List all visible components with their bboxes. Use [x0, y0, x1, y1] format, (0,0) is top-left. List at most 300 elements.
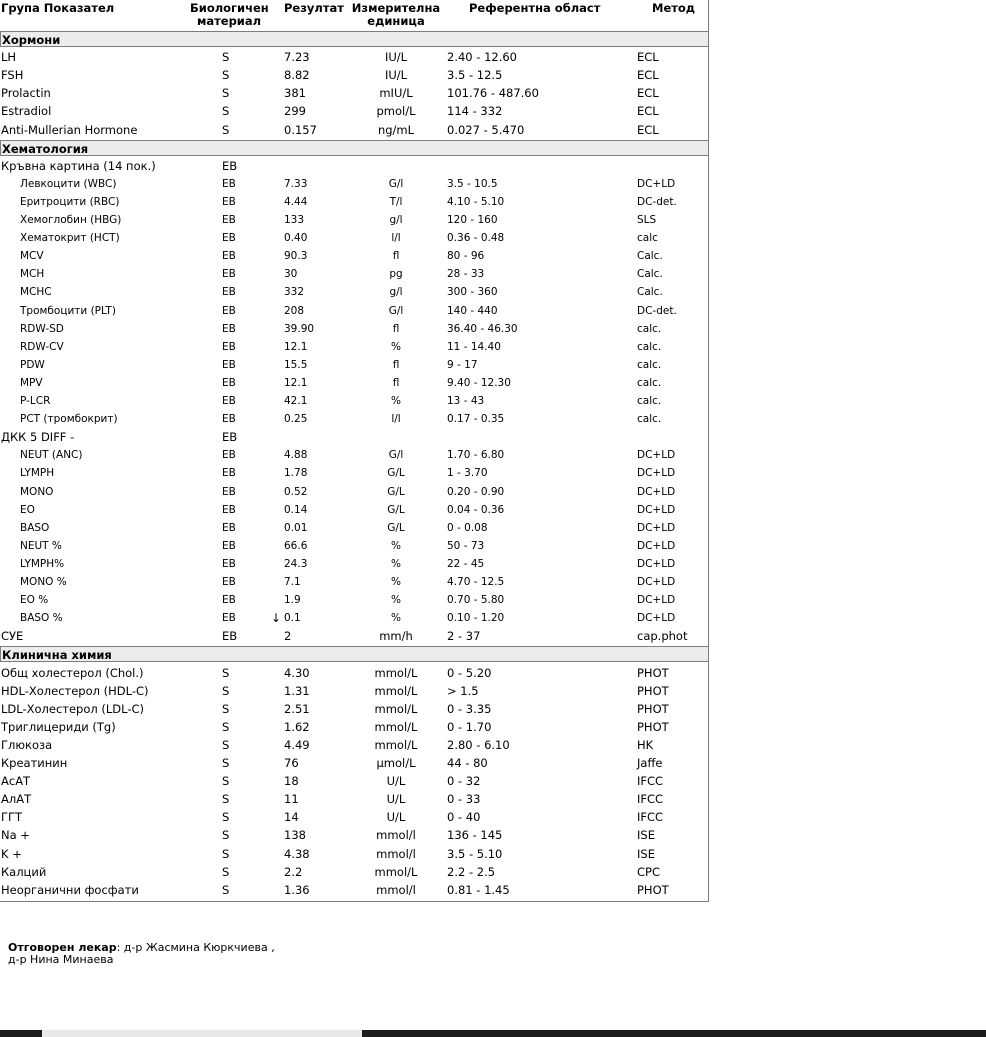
cell-unit: fl: [392, 250, 400, 263]
cell-reference: 1 - 3.70: [447, 467, 488, 480]
cell-unit: G/L: [387, 485, 405, 498]
cell-name: Prolactin: [1, 86, 51, 101]
cell-name: Кръвна картина (14 пок.): [1, 158, 156, 173]
cell-reference: 4.10 - 5.10: [447, 195, 505, 208]
header-material-line2: материал: [196, 14, 262, 28]
cell-result: 4.88: [284, 449, 308, 462]
table-row: [0, 718, 709, 736]
header-material: [190, 2, 268, 28]
table-row: [0, 845, 709, 863]
cell-name: MCHC: [20, 286, 52, 299]
cell-material: S: [222, 864, 230, 879]
cell-material: S: [222, 792, 230, 807]
section-header: Хематология: [0, 140, 709, 156]
cell-method: ECL: [637, 86, 659, 101]
cell-reference: 3.5 - 10.5: [447, 177, 498, 190]
table-row: [0, 483, 709, 501]
cell-name: LYMPH%: [20, 557, 65, 570]
cell-reference: 0.81 - 1.45: [447, 882, 510, 897]
header-method: Метод: [652, 1, 696, 15]
cell-result: 0.1: [284, 612, 301, 625]
cell-material: S: [222, 683, 230, 698]
header-unit-line2: единица: [367, 14, 425, 28]
cell-unit: G/L: [387, 503, 405, 516]
cell-name: Креатинин: [1, 756, 68, 770]
cell-reference: 1.70 - 6.80: [447, 449, 505, 462]
cell-method: calc.: [637, 358, 662, 371]
cell-method: Calc.: [637, 286, 663, 299]
table-row: [0, 609, 709, 627]
cell-result: 332: [284, 286, 305, 299]
cell-name: Триглицериди (Tg): [1, 719, 116, 734]
cell-material: EB: [222, 539, 236, 552]
doctor-line2: д-р Нина Минаева: [8, 953, 114, 966]
cell-material: EB: [222, 340, 236, 353]
cell-reference: 136 - 145: [447, 828, 503, 843]
bottom-bar-left: [0, 1030, 42, 1037]
cell-result: 1.31: [284, 683, 310, 698]
cell-unit: IU/L: [384, 68, 408, 83]
cell-result: 381: [284, 86, 306, 101]
cell-reference: 0.70 - 5.80: [447, 594, 505, 607]
table-row: [0, 410, 709, 428]
cell-name: BASO: [20, 521, 50, 534]
cell-reference: 0.10 - 1.20: [447, 612, 505, 625]
cell-name: NEUT %: [20, 539, 62, 552]
cell-name: Хемоглобин (HBG): [20, 214, 122, 226]
cell-unit: G/l: [388, 177, 404, 190]
cell-method: DC+LD: [637, 503, 676, 516]
cell-reference: 0 - 32: [447, 774, 481, 789]
bottom-bar-gap: [42, 1030, 362, 1037]
cell-material: EB: [222, 576, 236, 588]
table-row: [0, 48, 709, 66]
table-row: [0, 392, 709, 410]
cell-name: EO %: [20, 594, 49, 607]
cell-result: 11: [284, 792, 299, 807]
cell-name: Калций: [1, 864, 47, 879]
cell-result: 4.44: [284, 195, 308, 208]
cell-unit: mIU/L: [379, 86, 413, 101]
cell-name: Estradiol: [1, 104, 52, 119]
cell-result: 1.9: [284, 594, 301, 607]
cell-result: 138: [284, 828, 306, 843]
cell-unit: mmol/L: [374, 701, 418, 716]
cell-reference: 22 - 45: [447, 557, 485, 570]
cell-method: calc: [637, 232, 658, 245]
table-row: [0, 374, 709, 392]
header-result: Резултат: [284, 1, 344, 15]
cell-unit: pg: [389, 268, 403, 281]
cell-method: ECL: [637, 68, 659, 83]
cell-material: EB: [222, 158, 238, 173]
table-row: [0, 519, 709, 537]
cell-unit: µmol/L: [376, 756, 416, 770]
cell-reference: 300 - 360: [447, 286, 498, 299]
cell-reference: 0.04 - 0.36: [447, 503, 505, 516]
cell-material: EB: [222, 250, 236, 263]
cell-reference: 9 - 17: [447, 358, 478, 371]
cell-name: NEUT (ANC): [20, 449, 83, 462]
cell-result: 208: [284, 304, 305, 317]
cell-result: 2: [284, 629, 292, 644]
table-header: [0, 0, 710, 30]
cell-name: K +: [1, 846, 22, 861]
cell-reference: 0 - 40: [447, 810, 481, 825]
cell-material: EB: [222, 232, 236, 245]
cell-material: S: [222, 774, 230, 789]
cell-reference: 36.40 - 46.30: [447, 322, 518, 335]
cell-method: DC+LD: [637, 177, 676, 190]
cell-material: EB: [222, 214, 236, 226]
cell-result: 0.52: [284, 485, 308, 498]
cell-name: Неорганични фосфати: [1, 882, 139, 897]
cell-name: Тромбоцити (PLT): [20, 304, 116, 317]
cell-result: 1.78: [284, 467, 308, 480]
cell-unit: G/L: [387, 521, 405, 534]
cell-material: S: [222, 68, 230, 83]
cell-unit: %: [391, 576, 401, 588]
cell-name: АсАТ: [1, 774, 31, 789]
table-row: [0, 736, 709, 754]
cell-method: DC-det.: [637, 195, 677, 208]
cell-unit: ng/mL: [377, 122, 415, 137]
cell-material: EB: [222, 177, 236, 190]
table-row: [0, 102, 709, 120]
cell-unit: mmol/L: [374, 683, 418, 698]
cell-material: EB: [222, 594, 236, 607]
cell-material: EB: [222, 395, 236, 407]
cell-name: Глюкоза: [1, 737, 53, 752]
cell-name: FSH: [1, 68, 24, 83]
cell-unit: G/l: [388, 304, 404, 317]
cell-result: 133: [284, 214, 305, 226]
doctor-line1: : д-р Жасмина Кюркчиева ,: [116, 941, 275, 954]
cell-reference: 28 - 33: [447, 268, 485, 281]
cell-material: EB: [222, 449, 236, 462]
cell-name: Anti-Mullerian Hormone: [1, 122, 138, 137]
cell-result: 90.3: [284, 250, 308, 263]
cell-name: MCV: [20, 250, 44, 263]
cell-unit: g/l: [389, 286, 403, 299]
header-reference: Референтна област: [469, 1, 601, 15]
cell-method: ISE: [637, 846, 655, 861]
table-row: [0, 808, 709, 826]
table-row: [0, 66, 709, 84]
cell-method: calc.: [637, 395, 662, 407]
cell-name: Еритроцити (RBC): [20, 195, 120, 208]
cell-material: EB: [222, 521, 236, 534]
cell-method: DC+LD: [637, 485, 676, 498]
table-row: [0, 863, 709, 881]
bottom-bar-right: [362, 1030, 986, 1037]
cell-name: LYMPH: [20, 467, 55, 480]
table-row: [0, 121, 709, 139]
cell-method: DC+LD: [637, 557, 676, 570]
cell-result: 18: [284, 774, 299, 789]
cell-reference: 0 - 33: [447, 792, 481, 807]
cell-reference: 2 - 37: [447, 629, 481, 644]
cell-material: EB: [222, 376, 236, 389]
table-row: [0, 84, 709, 102]
table-row: [0, 754, 709, 772]
cell-name: MPV: [20, 376, 43, 389]
cell-reference: > 1.5: [447, 683, 479, 698]
table-row: [0, 229, 709, 247]
cell-material: EB: [222, 485, 236, 498]
cell-material: S: [222, 737, 230, 752]
cell-method: DC+LD: [637, 521, 676, 534]
cell-name: ДКК 5 DIFF -: [1, 430, 75, 445]
cell-reference: 0.027 - 5.470: [447, 122, 525, 137]
cell-unit: mmol/L: [374, 665, 418, 680]
cell-reference: 3.5 - 5.10: [447, 846, 503, 861]
cell-unit: l/l: [391, 232, 401, 245]
cell-reference: 140 - 440: [447, 304, 498, 317]
cell-result: 24.3: [284, 557, 308, 570]
cell-name: EO: [20, 503, 35, 516]
cell-result: 76: [284, 756, 299, 770]
cell-name: LDL-Холестерол (LDL-C): [1, 701, 145, 716]
table-row: [0, 573, 709, 591]
table-row: [0, 175, 709, 193]
cell-reference: 0.20 - 0.90: [447, 485, 505, 498]
cell-reference: 13 - 43: [447, 395, 485, 407]
cell-material: EB: [222, 268, 236, 281]
cell-result: 4.30: [284, 665, 310, 680]
cell-method: PHOT: [637, 665, 669, 680]
cell-method: IFCC: [637, 774, 664, 789]
cell-result: 0.40: [284, 232, 308, 245]
cell-unit: IU/L: [384, 50, 408, 65]
cell-unit: l/l: [391, 413, 401, 426]
cell-result: 14: [284, 810, 299, 825]
cell-reference: 0 - 0.08: [447, 521, 488, 534]
cell-material: EB: [222, 503, 236, 516]
cell-material: EB: [222, 467, 236, 480]
cell-method: PHOT: [637, 683, 669, 698]
cell-material: EB: [222, 304, 236, 317]
cell-result: 8.82: [284, 68, 310, 83]
table-row: [0, 826, 709, 844]
cell-method: cap.phot: [637, 629, 688, 644]
cell-result: 7.23: [284, 50, 310, 65]
cell-name: MONO: [20, 485, 54, 498]
table-row: [0, 428, 709, 446]
cell-result: 39.90: [284, 322, 315, 335]
cell-reference: 101.76 - 487.60: [447, 86, 539, 101]
cell-material: EB: [222, 195, 236, 208]
cell-unit: U/L: [386, 810, 406, 825]
section-header: Хормони: [0, 31, 709, 47]
cell-unit: fl: [392, 376, 400, 389]
header-unit-line1: Измерителна: [351, 1, 441, 15]
cell-name: MCH: [20, 268, 45, 281]
cell-reference: 0 - 1.70: [447, 719, 492, 734]
cell-method: DC-det.: [637, 304, 677, 317]
cell-material: EB: [222, 629, 238, 644]
cell-name: ГГТ: [1, 810, 23, 825]
cell-unit: T/l: [389, 195, 403, 208]
cell-name: MONO %: [20, 576, 67, 588]
cell-result: 4.38: [284, 846, 310, 861]
cell-result: 299: [284, 104, 306, 119]
cell-result: 1.36: [284, 882, 310, 897]
cell-material: EB: [222, 557, 236, 570]
cell-reference: 3.5 - 12.5: [447, 68, 503, 83]
cell-unit: %: [391, 557, 401, 570]
cell-material: EB: [222, 322, 236, 335]
table-row: [0, 157, 709, 175]
cell-unit: fl: [392, 322, 400, 335]
cell-material: S: [222, 104, 230, 119]
table-row: [0, 772, 709, 790]
cell-method: ECL: [637, 104, 659, 119]
table-row: [0, 356, 709, 374]
cell-name: LH: [1, 50, 17, 65]
cell-name: Общ холестерол (Chol.): [1, 665, 144, 680]
cell-reference: 9.40 - 12.30: [447, 376, 511, 389]
cell-result: 15.5: [284, 358, 308, 371]
cell-method: calc.: [637, 413, 662, 426]
cell-material: EB: [222, 286, 236, 299]
cell-name: RDW-SD: [20, 322, 64, 335]
cell-name: Левкоцити (WBC): [20, 177, 117, 190]
cell-unit: %: [391, 395, 401, 407]
cell-result: 2.51: [284, 701, 310, 716]
table-bottom-border: [0, 901, 709, 902]
cell-unit: %: [391, 539, 401, 552]
cell-unit: mm/h: [379, 629, 413, 644]
table-row: [0, 700, 709, 718]
cell-result: 0.14: [284, 503, 308, 516]
cell-result: 12.1: [284, 340, 308, 353]
section-header: Клинична химия: [0, 646, 709, 662]
cell-material: S: [222, 882, 230, 897]
cell-material: S: [222, 756, 230, 770]
cell-unit: G/l: [388, 449, 404, 462]
cell-material: S: [222, 701, 230, 716]
table-right-border: [708, 0, 709, 901]
cell-name: BASO %: [20, 612, 63, 625]
cell-unit: mmol/L: [374, 719, 418, 734]
cell-material: S: [222, 846, 230, 861]
cell-method: DC+LD: [637, 449, 676, 462]
cell-result: 30: [284, 268, 298, 281]
table-row: [0, 446, 709, 464]
cell-method: ISE: [637, 828, 655, 843]
cell-reference: 120 - 160: [447, 214, 498, 226]
table-row: [0, 320, 709, 338]
cell-result: 0.01: [284, 521, 308, 534]
cell-name: PDW: [20, 358, 45, 371]
table-row: [0, 664, 709, 682]
cell-result: 7.1: [284, 576, 301, 588]
cell-result: 0.157: [284, 122, 317, 137]
cell-reference: 0 - 5.20: [447, 665, 492, 680]
cell-reference: 2.40 - 12.60: [447, 50, 517, 65]
cell-material: EB: [222, 612, 236, 625]
cell-name: P-LCR: [20, 395, 51, 407]
cell-result: 42.1: [284, 395, 308, 407]
cell-unit: %: [391, 612, 401, 625]
cell-name: RDW-CV: [20, 340, 64, 353]
cell-reference: 0 - 3.35: [447, 701, 492, 716]
cell-result: 4.49: [284, 737, 310, 752]
cell-unit: %: [391, 594, 401, 607]
cell-method: PHOT: [637, 882, 669, 897]
cell-unit: mmol/L: [374, 737, 418, 752]
cell-unit: mmol/l: [376, 846, 416, 861]
cell-method: DC+LD: [637, 576, 676, 588]
cell-unit: G/L: [387, 467, 405, 480]
doctor-label: Отговорен лекар: [8, 941, 117, 954]
cell-name: HDL-Холестерол (HDL-C): [1, 683, 149, 698]
responsible-doctor: [8, 942, 275, 966]
table-row: [0, 790, 709, 808]
cell-result: 1.62: [284, 719, 310, 734]
cell-result: 66.6: [284, 539, 308, 552]
cell-name: СУЕ: [1, 629, 24, 644]
table-row: [0, 265, 709, 283]
cell-material: S: [222, 719, 230, 734]
cell-material: EB: [222, 430, 238, 445]
cell-reference: 2.80 - 6.10: [447, 737, 510, 752]
cell-method: Jaffe: [637, 756, 663, 770]
cell-unit: g/l: [389, 214, 403, 226]
cell-method: PHOT: [637, 719, 669, 734]
table-row: [0, 682, 709, 700]
cell-method: DC+LD: [637, 467, 676, 480]
cell-material: S: [222, 50, 230, 65]
cell-material: S: [222, 828, 230, 843]
cell-unit: mmol/L: [374, 864, 418, 879]
cell-method: Calc.: [637, 250, 663, 263]
cell-reference: 80 - 96: [447, 250, 485, 263]
cell-reference: 44 - 80: [447, 756, 488, 770]
cell-result: 12.1: [284, 376, 308, 389]
cell-unit: mmol/l: [376, 882, 416, 897]
header-material-line1: Биологичен: [190, 1, 269, 15]
table-row: [0, 247, 709, 265]
table-row: [0, 193, 709, 211]
cell-material: EB: [222, 358, 236, 371]
table-row: [0, 555, 709, 573]
cell-method: ECL: [637, 122, 659, 137]
cell-name: Na +: [1, 828, 30, 843]
cell-name: Хематокрит (HCT): [20, 232, 120, 245]
cell-material: S: [222, 665, 230, 680]
cell-method: IFCC: [637, 792, 664, 807]
header-unit: [349, 2, 443, 28]
cell-reference: 50 - 73: [447, 539, 485, 552]
low-flag-arrow-icon: ↓: [271, 611, 282, 626]
cell-method: calc.: [637, 340, 662, 353]
cell-method: Calc.: [637, 268, 663, 281]
cell-method: PHOT: [637, 701, 669, 716]
table-row: [0, 501, 709, 519]
cell-unit: U/L: [386, 792, 406, 807]
cell-result: 2.2: [284, 864, 303, 879]
cell-material: S: [222, 122, 230, 137]
cell-result: 7.33: [284, 177, 308, 190]
cell-reference: 0.36 - 0.48: [447, 232, 505, 245]
table-row: [0, 591, 709, 609]
cell-method: DC+LD: [637, 594, 676, 607]
cell-method: calc.: [637, 376, 662, 389]
cell-method: DC+LD: [637, 612, 676, 625]
table-row: [0, 283, 709, 301]
